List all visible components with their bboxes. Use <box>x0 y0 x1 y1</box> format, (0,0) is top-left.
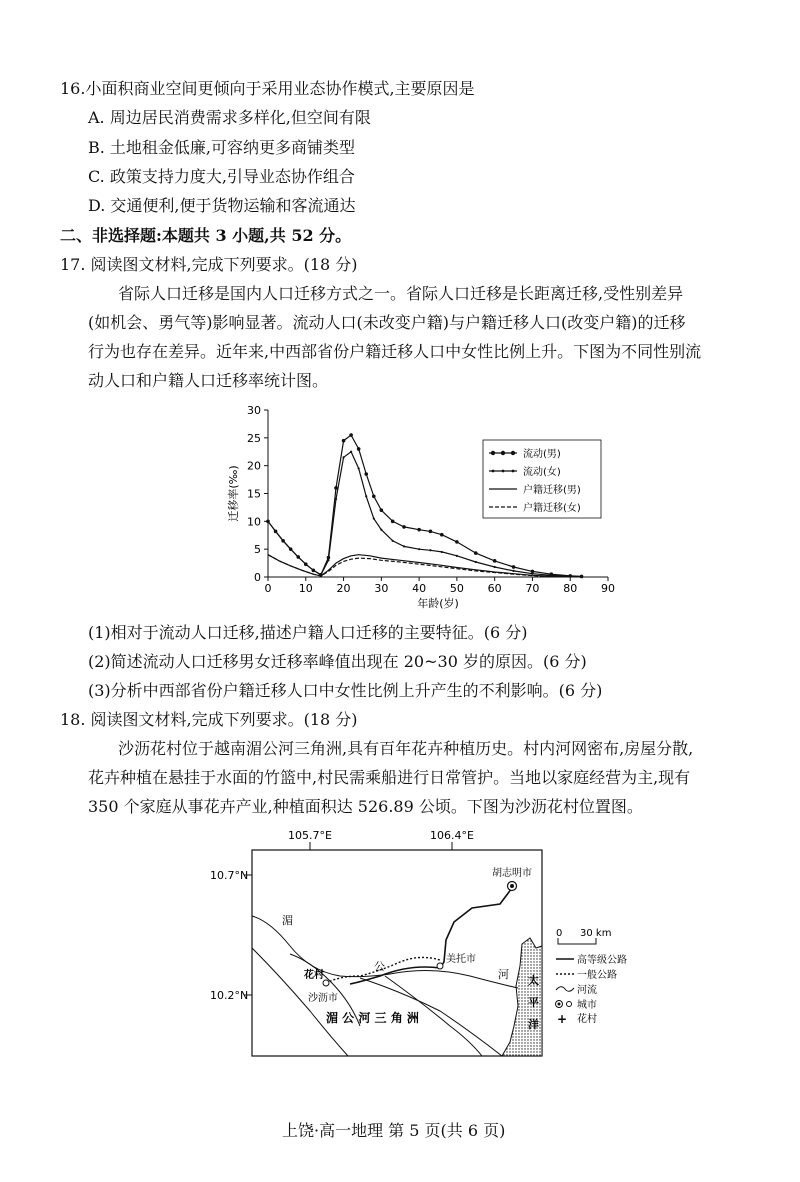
q18-para-line: 沙沥花村位于越南湄公河三角洲,具有百年花卉种植历史。村内河网密布,房屋分散, <box>118 739 694 758</box>
delta-label: 湄 公 河 三 角 洲 <box>326 1011 419 1025</box>
map-lat-label-2: 10.2°N <box>210 989 249 1002</box>
series-point-0 <box>349 433 353 437</box>
series-point-1 <box>267 520 269 522</box>
q16-option-c: C. 政策支持力度大,引导业态协作组合 <box>88 167 355 186</box>
legend-label-0: 流动(男) <box>523 449 561 460</box>
flower-village-label: 花村 <box>304 970 324 981</box>
series-point-1 <box>358 467 360 469</box>
x-tick-label: 50 <box>449 582 464 595</box>
legend-village-symbol: + <box>557 1012 568 1026</box>
legend-marker-1 <box>502 470 505 473</box>
series-point-1 <box>282 540 284 542</box>
map-lat-label-1: 10.7°N <box>210 869 249 882</box>
scale-zero: 0 <box>556 928 563 939</box>
series-point-0 <box>380 508 384 512</box>
y-tick-label: 30 <box>247 404 261 417</box>
series-point-1 <box>380 529 382 531</box>
q16-option-b: B. 土地租金低廉,可容纳更多商铺类型 <box>88 138 356 157</box>
legend-river-label: 河流 <box>577 985 597 996</box>
city-hcm-marker-dot <box>510 884 514 888</box>
series-point-1 <box>290 548 292 550</box>
x-tick-label: 30 <box>374 582 389 595</box>
series-point-1 <box>327 559 329 561</box>
legend-city-symbol <box>558 1003 561 1006</box>
x-tick-label: 70 <box>525 582 540 595</box>
q17-title: 17. 阅读图文材料,完成下列要求。(18 分) <box>60 255 358 274</box>
q17-para-line: 动人口和户籍人口迁移率统计图。 <box>88 371 329 390</box>
q18-para-line: 花卉种植在悬挂于水面的竹篮中,村民需乘船进行日常管护。当地以家庭经营为主,现有 <box>88 768 691 787</box>
legend-label-3: 户籍迁移(女) <box>523 503 581 514</box>
y-axis-label: 迁移率(‰) <box>227 465 240 522</box>
location-map <box>200 826 627 1066</box>
legend-river-symbol <box>556 987 574 992</box>
x-tick-label: 0 <box>264 582 272 595</box>
series-point-0 <box>342 439 346 443</box>
x-tick-label: 80 <box>563 582 578 595</box>
city-mytho-label: 美托市 <box>446 954 476 965</box>
x-tick-label: 10 <box>298 582 313 595</box>
series-line-2 <box>268 555 570 577</box>
legend-city-label: 城市 <box>577 1000 597 1011</box>
q16-option-a: A. 周边居民消费需求多样化,但空间有限 <box>88 108 371 127</box>
page-footer: 上饶·高一地理 第 5 页(共 6 页) <box>282 1121 506 1140</box>
x-tick-label: 60 <box>487 582 502 595</box>
legend-highway-label: 高等级公路 <box>577 955 627 966</box>
legend-marker-0 <box>501 451 505 455</box>
series-point-1 <box>373 517 375 519</box>
series-point-1 <box>350 451 352 453</box>
series-point-1 <box>531 573 533 575</box>
series-point-1 <box>335 498 337 500</box>
legend-village-label: 花村 <box>577 1014 597 1025</box>
y-tick-label: 5 <box>254 543 261 557</box>
series-point-1 <box>441 551 443 553</box>
q17-question-3: (3)分析中西部省份户籍迁移人口中女性比例上升产生的不利影响。(6 分) <box>88 681 603 700</box>
x-tick-label: 40 <box>412 582 427 595</box>
x-axis-label: 年龄(岁) <box>417 597 459 610</box>
river-label-he: 河 <box>498 968 509 981</box>
series-point-0 <box>474 551 478 555</box>
legend-town-symbol <box>567 1002 572 1007</box>
q17-question-2: (2)简述流动人口迁移男女迁移率峰值出现在 20~30 岁的原因。(6 分) <box>88 652 587 671</box>
ocean-label: 洋 <box>528 1018 539 1031</box>
city-sadec-label: 沙沥市 <box>308 993 338 1004</box>
q17-question-1: (1)相对于流动人口迁移,描述户籍人口迁移的主要特征。(6 分) <box>88 623 528 642</box>
series-point-0 <box>357 447 361 451</box>
q17-para-line: (如机会、勇气等)影响显著。流动人口(未改变户籍)与户籍迁移人口(改变户籍)的迁移 <box>88 313 686 332</box>
y-tick-label: 20 <box>247 459 261 473</box>
legend-label-2: 户籍迁移(男) <box>523 485 581 496</box>
x-tick-label: 20 <box>336 582 351 595</box>
legend-road-label: 一般公路 <box>577 970 617 981</box>
scale-km: 30 km <box>580 928 612 939</box>
x-tick-label: 90 <box>601 582 615 595</box>
series-point-1 <box>580 576 582 578</box>
y-tick-label: 25 <box>247 431 261 445</box>
series-point-1 <box>305 563 307 565</box>
river-label-gong: 公 <box>374 960 385 973</box>
series-point-0 <box>493 559 497 563</box>
map-lon-label-2: 106.4°E <box>430 829 474 842</box>
series-point-1 <box>274 530 276 532</box>
series-point-1 <box>312 569 314 571</box>
map-lon-label-1: 105.7°E <box>288 829 332 842</box>
city-mytho-marker <box>437 963 443 969</box>
series-point-1 <box>429 549 431 551</box>
series-point-0 <box>429 530 433 534</box>
series-point-0 <box>512 565 516 569</box>
series-point-1 <box>456 555 458 557</box>
ocean-label: 平 <box>528 996 539 1009</box>
migration-rate-chart <box>225 400 625 615</box>
series-point-1 <box>418 548 420 550</box>
series-point-0 <box>455 540 459 544</box>
river-label-mei: 湄 <box>282 914 293 927</box>
highway <box>350 967 440 984</box>
y-tick-label: 10 <box>247 515 261 529</box>
series-line-3 <box>268 555 570 577</box>
series-point-1 <box>342 456 344 458</box>
series-point-0 <box>391 520 395 524</box>
q18-title: 18. 阅读图文材料,完成下列要求。(18 分) <box>60 710 358 729</box>
series-point-1 <box>365 495 367 497</box>
q16-option-d: D. 交通便利,便于货物运输和客流通达 <box>88 196 356 215</box>
legend-marker-0 <box>491 451 495 455</box>
legend-marker-0 <box>511 451 515 455</box>
y-tick-label: 15 <box>247 487 261 501</box>
series-point-1 <box>475 561 477 563</box>
ocean-label: 太 <box>528 974 539 987</box>
series-point-0 <box>440 533 444 537</box>
legend-label-1: 流动(女) <box>523 467 561 478</box>
legend-marker-1 <box>492 470 495 473</box>
y-tick-label: 0 <box>254 571 261 584</box>
series-point-1 <box>392 540 394 542</box>
series-point-0 <box>417 528 421 532</box>
series-point-0 <box>402 525 406 529</box>
series-point-1 <box>494 566 496 568</box>
series-point-1 <box>512 570 514 572</box>
city-hcm-label: 胡志明市 <box>492 868 532 879</box>
q16-stem: 16.小面积商业空间更倾向于采用业态协作模式,主要原因是 <box>60 79 475 98</box>
section-heading: 二、非选择题:本题共 3 小题,共 52 分。 <box>60 226 352 245</box>
chart-legend <box>483 440 601 518</box>
q17-para-line: 省际人口迁移是国内人口迁移方式之一。省际人口迁移是长距离迁移,受性别差异 <box>118 284 684 303</box>
series-point-1 <box>403 545 405 547</box>
series-point-0 <box>372 494 376 498</box>
legend-marker-1 <box>512 470 515 473</box>
q17-para-line: 行为也存在差异。近年来,中西部省份户籍迁移人口中女性比例上升。下图为不同性别流 <box>88 342 702 361</box>
series-point-0 <box>364 472 368 476</box>
series-point-1 <box>297 556 299 558</box>
q18-para-line: 350 个家庭从事花卉产业,种植面积达 526.89 公顷。下图为沙沥花村位置图。 <box>88 797 643 816</box>
